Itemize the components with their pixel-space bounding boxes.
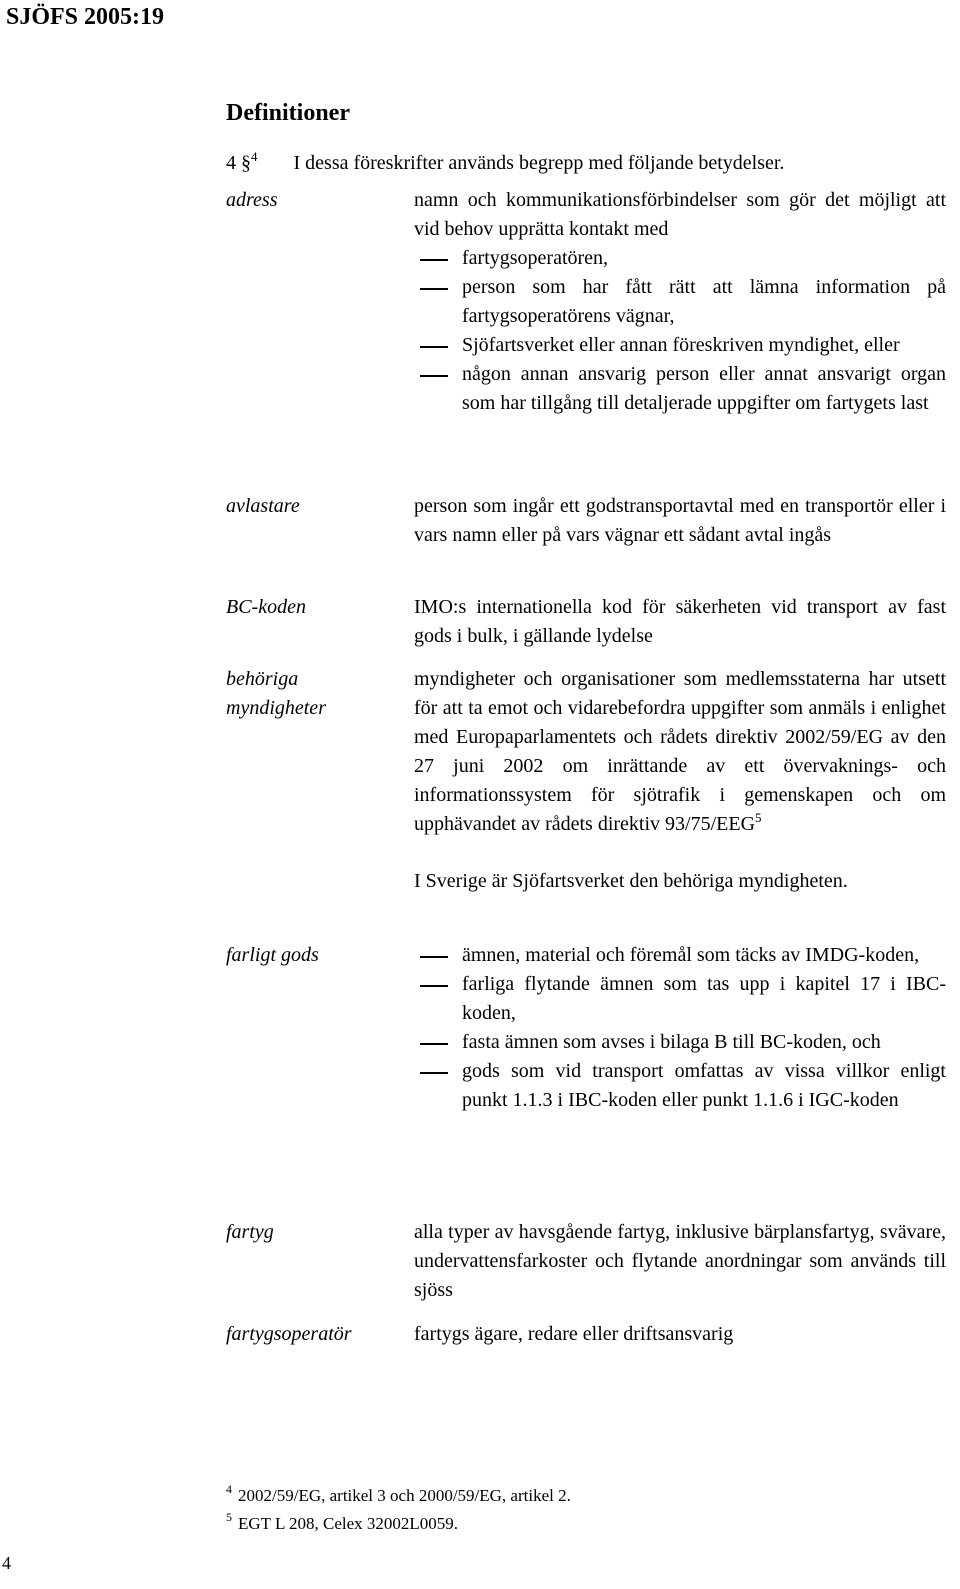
definition-behoriga-myndigheter	[414, 665, 946, 896]
term-bc-koden: BC-koden	[226, 596, 306, 618]
document-header: SJÖFS 2005:19	[6, 4, 165, 30]
definition-note: I Sverige är Sjöfartsverket den behöriga myndigheten.	[414, 870, 848, 892]
term-behoriga-myndigheter: behöriga myndigheter	[226, 668, 326, 719]
definition-bc-koden: IMO:s internationella kod för säkerheten vid transport av fast gods i bulk, i gällande lydelse	[414, 596, 946, 647]
list-item: fasta ämnen som avses i bilaga B till BC-koden, och	[414, 1028, 946, 1057]
paragraph-number: 4 §$^4$	[226, 149, 258, 174]
footnote-text: 2002/59/EG, artikel 3 och 2000/59/EG, artikel 2.	[238, 1486, 571, 1505]
list-item: fartygsoperatören,	[414, 244, 946, 273]
footnote-ref-4: 4	[251, 149, 258, 164]
list-item: Sjöfartsverket eller annan föreskriven myndighet, eller	[414, 331, 946, 360]
footnote-number: 4	[226, 1482, 232, 1496]
list-item: gods som vid transport omfattas av vissa villkor enligt punkt 1.1.3 i IBC-koden eller punkt 1.1.6 i IGC-koden	[414, 1057, 946, 1115]
section-heading: Definitioner	[226, 100, 350, 126]
definition-lead: namn och kommunikationsförbindelser som gör det möjligt att vid behov upprätta kontakt med	[414, 189, 946, 240]
footnote-ref-5: 5	[755, 810, 762, 825]
intro-text: I dessa föreskrifter används begrepp med följande betydelser.	[293, 152, 785, 174]
term-fartyg: fartyg	[226, 1221, 274, 1243]
term-adress: adress	[226, 189, 278, 211]
footnote-5	[226, 1510, 459, 1534]
footnote-text: EGT L 208, Celex 32002L0059.	[238, 1514, 459, 1533]
page-number: 4	[2, 1553, 11, 1573]
list-item: person som har fått rätt att lämna information på fartygsoperatörens vägnar,	[414, 273, 946, 331]
definition-fartygsoperator: fartygs ägare, redare eller driftsansvarig	[414, 1323, 734, 1345]
term-avlastare: avlastare	[226, 495, 300, 517]
definition-adress	[414, 186, 946, 418]
list-item: farliga flytande ämnen som tas upp i kapitel 17 i IBC-koden,	[414, 970, 946, 1028]
definition-avlastare: person som ingår ett godstransportavtal med en transportör eller i vars namn eller på vars vägnar ett sådant avtal ingås	[414, 495, 946, 546]
list-item: ämnen, material och föremål som täcks av IMDG-koden,	[414, 941, 946, 970]
definition-fartyg: alla typer av havsgående fartyg, inklusive bärplansfartyg, svävare, undervattensfarkoster och flytande anordningar som används till sjöss	[414, 1221, 946, 1301]
term-fartygsoperator: fartygsoperatör	[226, 1323, 352, 1345]
paragraph-intro	[226, 149, 785, 175]
definition-farligt-gods	[414, 941, 946, 1115]
list-item: någon annan ansvarig person eller annat ansvarigt organ som har tillgång till detaljerade uppgifter om fartygets last	[414, 360, 946, 418]
footnote-4	[226, 1482, 571, 1506]
term-farligt-gods: farligt gods	[226, 944, 319, 966]
footnote-number: 5	[226, 1510, 232, 1524]
definition-text: myndigheter och organisationer som medlemsstaterna har utsett för att ta emot och vidarebefordra uppgifter som anmäls i enlighet med Europaparlamentets och rådets direktiv 2002/59/EG av den 27 juni 2002 om inrättande av ett övervaknings- och informationssystem för sjötrafik i gemenskapen och om upphävandet av rådets direktiv 93/75/EEG	[414, 668, 946, 835]
